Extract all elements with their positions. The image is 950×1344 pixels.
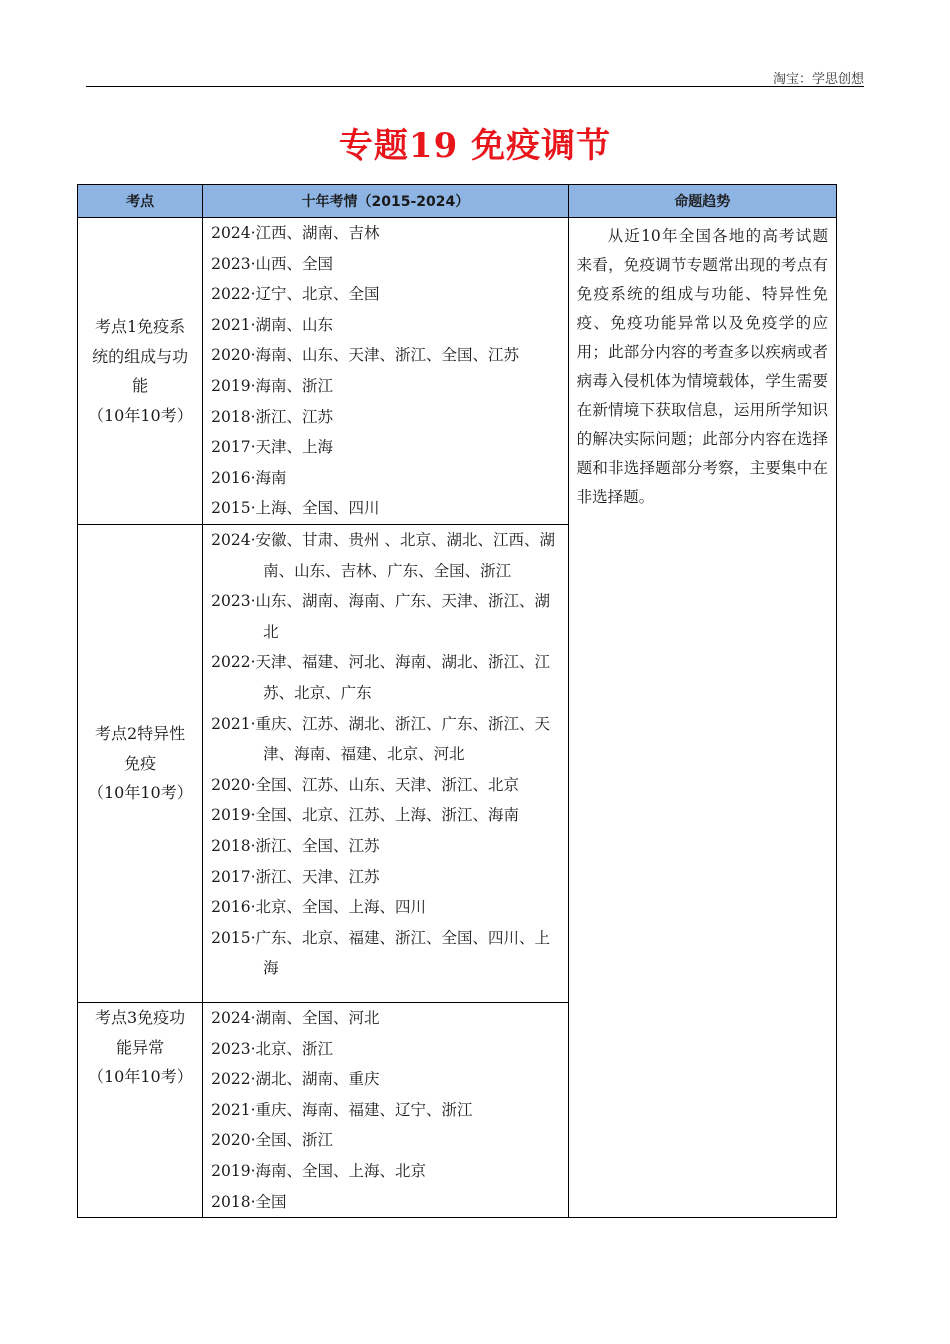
years-cell (203, 218, 568, 525)
topic-cell (78, 525, 203, 1003)
year-line: 2018·浙江、全国、江苏 (211, 836, 380, 855)
topic-cell (78, 1003, 203, 1218)
year-line: 2015·广东、北京、福建、浙江、全国、四川、上海 (211, 928, 551, 978)
year-line: 2023·山东、湖南、海南、广东、天津、浙江、湖北 (211, 592, 551, 641)
year-line: 2016·海南 (211, 468, 287, 487)
topic-name: 考点1免疫系统的组成与功能 (92, 317, 189, 395)
year-line: 2022·天津、福建、河北、海南、湖北、浙江、江苏、北京、广东 (211, 653, 551, 702)
topic-name: 考点3免疫功能异常 (94, 1008, 186, 1057)
year-line: 2019·海南、浙江 (211, 376, 334, 395)
header-years: 十年考情（2015-2024） (203, 185, 568, 218)
topic-count: （10年10考） (88, 1067, 193, 1086)
year-line: 2017·天津、上海 (211, 438, 334, 457)
table-row (78, 218, 837, 525)
topic-count: （10年10考） (88, 405, 193, 425)
trend-cell (568, 218, 836, 1218)
header-note: 淘宝：学思创想 (772, 72, 864, 87)
header-divider (86, 86, 864, 87)
year-line: 2021·湖南、山东 (211, 315, 334, 334)
year-line: 2018·浙江、江苏 (211, 407, 334, 426)
year-line: 2020·全国、江苏、山东、天津、浙江、北京 (211, 775, 520, 794)
header-topic: 考点 (78, 185, 203, 218)
year-line: 2015·上海、全国、四川 (211, 499, 380, 518)
year-line: 2022·湖北、湖南、重庆 (211, 1070, 380, 1089)
year-line: 2017·浙江、天津、江苏 (211, 867, 380, 886)
exam-table (77, 184, 837, 1218)
year-line: 2021·重庆、海南、福建、辽宁、浙江 (211, 1100, 473, 1119)
topic-cell (78, 218, 203, 525)
trend-text: 从近10年全国各地的高考试题来看，免疫调节专题常出现的考点有免疫系统的组成与功能、特异性免疫、免疫功能异常以及免疫学的应用；此部分内容的考查多以疾病或者病毒入侵机体为情境载体，学生需要在新情境下获取信息，运用所学知识的解决实际问题；此部分内容在选择题和非选择题部分考察，主要集中在非选择题。 (576, 227, 828, 506)
year-line: 2024·江西、湖南、吉林 (211, 224, 380, 242)
year-line: 2023·北京、浙江 (211, 1039, 334, 1058)
years-cell (203, 525, 568, 1003)
year-line: 2020·海南、山东、天津、浙江、全国、江苏 (211, 346, 520, 365)
year-line: 2019·全国、北京、江苏、上海、浙江、海南 (211, 806, 520, 825)
year-line: 2021·重庆、江苏、湖北、浙江、广东、浙江、天津、海南、福建、北京、河北 (211, 714, 551, 764)
topic-count: （10年10考） (88, 783, 193, 803)
page-title: 专题19 免疫调节 (338, 126, 612, 166)
topic-name: 考点2特异性免疫 (94, 724, 186, 773)
year-line: 2016·北京、全国、上海、四川 (211, 898, 427, 917)
year-line: 2024·湖南、全国、河北 (211, 1009, 380, 1027)
year-line: 2024·安徽、甘肃、贵州 、北京、湖北、江西、湖南、山东、吉林、广东、全国、浙江 (211, 531, 555, 580)
years-cell (203, 1003, 568, 1218)
table-header-row (78, 185, 837, 218)
year-line: 2022·辽宁、北京、全国 (211, 285, 380, 304)
header-trend: 命题趋势 (568, 185, 836, 218)
year-line: 2018·全国 (211, 1192, 287, 1211)
year-line: 2019·海南、全国、上海、北京 (211, 1161, 427, 1180)
year-line: 2020·全国、浙江 (211, 1131, 334, 1150)
year-line: 2023·山西、全国 (211, 254, 334, 273)
